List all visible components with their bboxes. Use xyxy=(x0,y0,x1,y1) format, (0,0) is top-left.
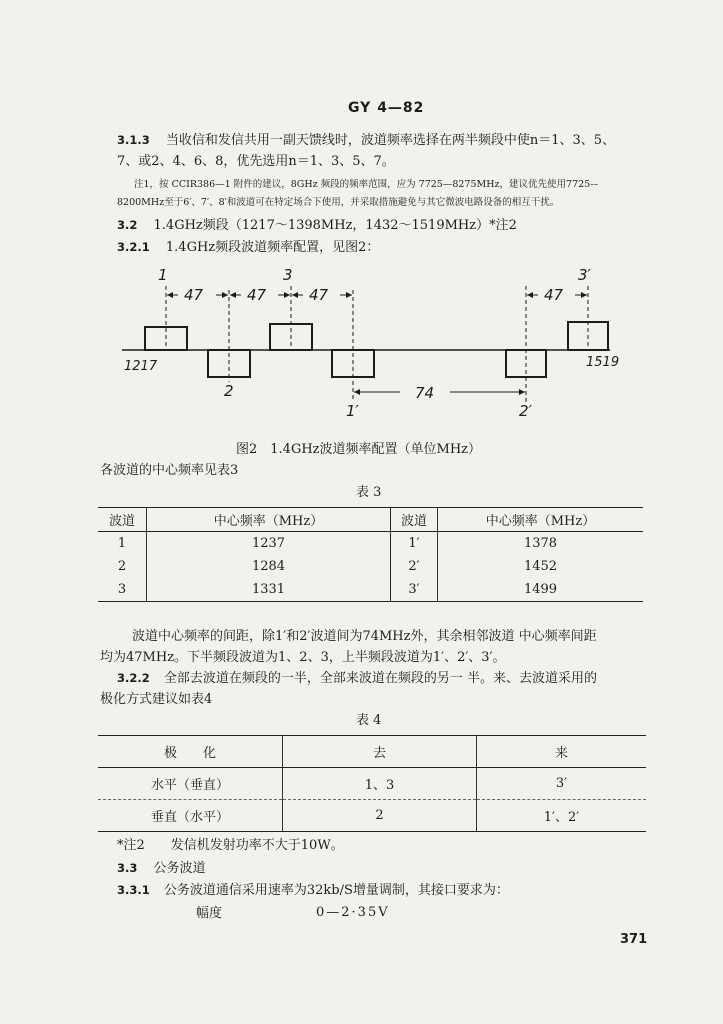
table-3 xyxy=(98,507,643,602)
label-spacing-47-a: 47 xyxy=(184,286,204,304)
table-header-cell: 波道 xyxy=(391,508,438,532)
section-text: 全部去波道在频段的一半，全部来波道在频段的另一 半。来、去波道采用的 xyxy=(163,671,598,686)
label-channel-2p: 2′ xyxy=(519,402,532,420)
amplitude-label: 幅度 xyxy=(196,906,223,921)
table-cell: 2′ xyxy=(391,555,438,578)
label-spacing-47-c: 47 xyxy=(309,286,329,304)
table-cell: 1237 xyxy=(251,536,286,551)
table-cell: 1284 xyxy=(251,559,286,574)
section-number: 3.2.2 xyxy=(117,671,150,685)
table-header-cell: 中心频率（MHz） xyxy=(213,514,324,529)
table-4-title: 表 4 xyxy=(356,713,382,728)
table-3-title: 表 3 xyxy=(356,485,382,500)
label-channel-1p: 1′ xyxy=(346,402,359,420)
table-cell: 1′ xyxy=(391,532,438,556)
table-cell: 1、3 xyxy=(283,768,477,800)
section-text: 1.4GHz频段（1217～1398MHz，1432～1519MHz）*注2 xyxy=(153,218,517,233)
table-header-cell: 中心频率（MHz） xyxy=(485,514,596,529)
figure-caption: 图2 1.4GHz波道频率配置（单位MHz） xyxy=(236,442,482,457)
label-spacing-74: 74 xyxy=(415,384,435,402)
section-number: 3.2.1 xyxy=(117,240,150,254)
amplitude-value: 0—2·35V xyxy=(316,905,390,920)
table-header-row xyxy=(98,736,646,768)
table-3-intro: 各波道的中心频率见表3 xyxy=(100,463,239,478)
section-number: 3.3 xyxy=(117,861,138,875)
table-header-cell: 去 xyxy=(283,736,477,768)
section-text: 当收信和发信共用一副天馈线时，波道频率选择在两半频段中使n＝1、3、5、 xyxy=(165,133,616,148)
table-cell: 垂直（水平） xyxy=(98,800,283,832)
section-3-3 xyxy=(117,859,206,878)
section-number: 3.2 xyxy=(117,218,138,232)
spacing-paragraph-line1: 波道中心频率的间距，除1′和2′波道间为74MHz外，其余相邻波道 中心频率间距 xyxy=(132,629,597,644)
note-1-line2: 8200MHz至于6′、7′、8′和波道可在特定场合下使用，并采取措施避免与其它微波电路设备的相互干扰。 xyxy=(117,197,560,208)
table-header-cell: 极 化 xyxy=(98,736,283,768)
section-number: 3.3.1 xyxy=(117,883,150,897)
note-1-line1: 注1，按 CCIR386—1 附件的建议，8GHz 频段的频率范围，应为 7725—8275MHz，建议优先使用7725-– xyxy=(134,179,599,190)
section-3-2-2-line2: 极化方式建议如表4 xyxy=(100,692,213,707)
table-4 xyxy=(98,735,646,832)
table-row xyxy=(98,768,646,800)
label-channel-1: 1 xyxy=(158,266,168,284)
table-cell: 3′ xyxy=(391,578,438,602)
document-code: GY 4—82 xyxy=(348,100,425,116)
label-channel-2: 2 xyxy=(224,382,234,400)
table-header-cell: 来 xyxy=(554,746,568,761)
table-cell: 3′ xyxy=(555,776,568,791)
label-channel-3: 3 xyxy=(283,266,293,284)
section-text: 公务波道通信采用速率为32kb/S增量调制，其接口要求为： xyxy=(163,883,509,898)
table-cell: 2 xyxy=(283,800,477,832)
spacing-paragraph-line2: 均为47MHz。下半频段波道为1、2、3，上半频段波道为1′、2′、3′。 xyxy=(100,650,506,665)
section-3-2-2-line1 xyxy=(117,669,597,688)
table-cell: 1′、2′ xyxy=(543,810,580,825)
table-cell: 2 xyxy=(98,555,147,578)
label-channel-3p: 3′ xyxy=(578,266,591,284)
label-spacing-47-d: 47 xyxy=(544,286,564,304)
table-cell: 3 xyxy=(98,578,147,602)
label-band-high: 1519 xyxy=(586,355,620,370)
table-row xyxy=(98,800,646,832)
section-3-3-1 xyxy=(117,881,509,900)
section-3-1-3-line1 xyxy=(117,131,615,150)
section-text: 公务波道 xyxy=(153,861,206,876)
section-number: 3.1.3 xyxy=(117,133,150,147)
table-header-cell: 波道 xyxy=(98,508,147,532)
table-cell: 1378 xyxy=(523,536,558,551)
channel-frequency-diagram xyxy=(110,262,630,422)
table-row xyxy=(98,578,643,602)
section-text: 1.4GHz频段波道频率配置，见图2： xyxy=(165,240,380,255)
table-cell: 1 xyxy=(98,532,147,556)
table-row xyxy=(98,555,643,578)
section-3-1-3-line2: 7、或2、4、6、8，优先选用n＝1、3、5、7。 xyxy=(117,154,395,169)
table-cell: 1452 xyxy=(523,559,558,574)
note-2: *注2 发信机发射功率不大于10W。 xyxy=(117,838,344,853)
table-row xyxy=(98,532,643,556)
label-spacing-47-b: 47 xyxy=(247,286,267,304)
table-cell: 1499 xyxy=(523,582,558,597)
table-header-row xyxy=(98,508,643,532)
section-3-2 xyxy=(117,216,517,235)
arrow-heads xyxy=(167,292,587,395)
page-number: 371 xyxy=(620,932,648,947)
table-cell: 水平（垂直） xyxy=(98,768,283,800)
table-cell: 1331 xyxy=(251,582,286,597)
section-3-2-1 xyxy=(117,238,379,257)
label-band-low: 1217 xyxy=(124,359,158,374)
